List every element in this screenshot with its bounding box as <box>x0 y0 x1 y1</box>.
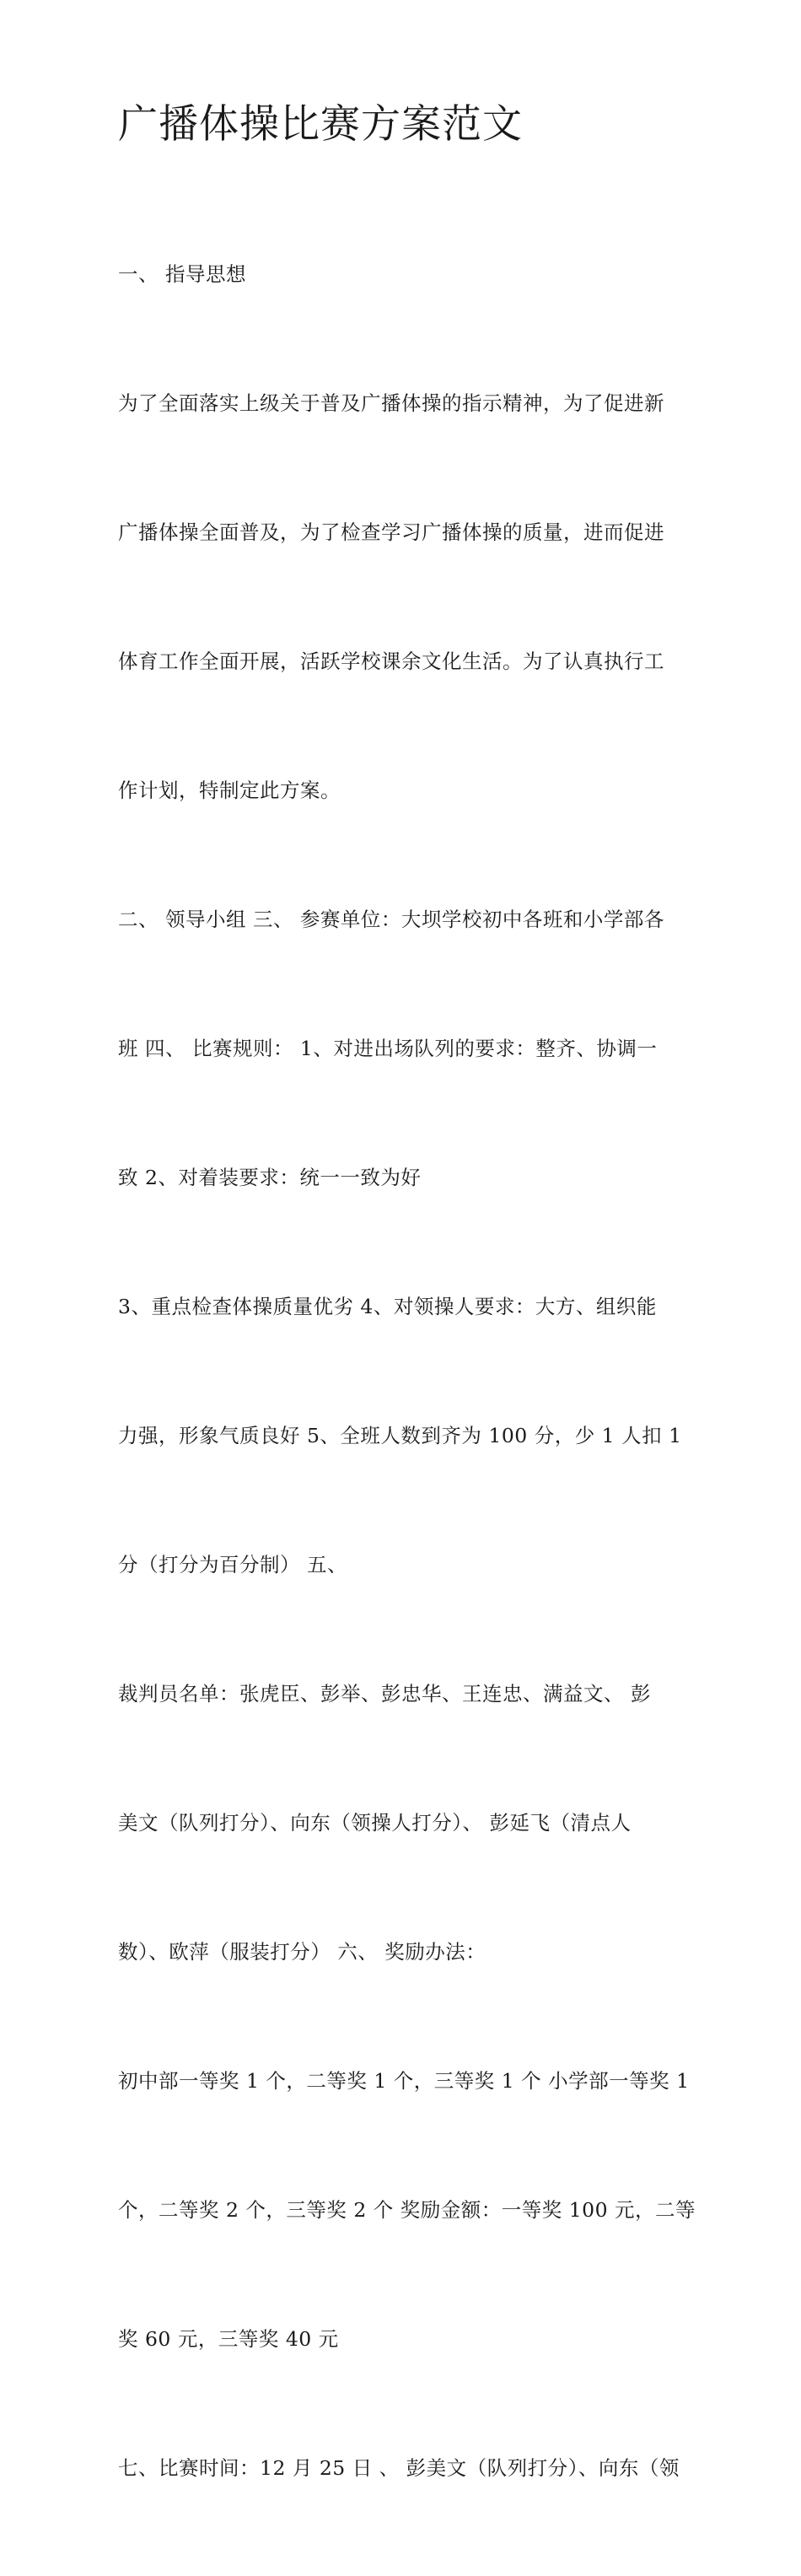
body-line: 奖 60 元，三等奖 40 元 <box>118 2327 339 2351</box>
body-line: 美文（队列打分）、向东（领操人打分）、 彭延飞（清点人 <box>118 1811 632 1835</box>
document-title: 广播体操比赛方案范文 <box>118 101 523 148</box>
heading-guiding-thought: 一、 指导思想 <box>118 262 246 286</box>
body-line: 广播体操全面普及，为了检查学习广播体操的质量，进而促进 <box>118 520 664 544</box>
body-line: 初中部一等奖 1 个，二等奖 1 个，三等奖 1 个 小学部一等奖 1 <box>118 2069 690 2093</box>
body-line: 二、 领导小组 三、 参赛单位：大坝学校初中各班和小学部各 <box>118 908 664 931</box>
body-line: 作计划，特制定此方案。 <box>118 779 341 802</box>
body-line: 数）、欧萍（服装打分） 六、 奖励办法： <box>118 1940 487 1964</box>
body-line: 个，二等奖 2 个，三等奖 2 个 奖励金额：一等奖 100 元，二等 <box>118 2198 696 2222</box>
body-line: 体育工作全面开展，活跃学校课余文化生活。为了认真执行工 <box>118 649 664 673</box>
body-line: 裁判员名单：张虎臣、彭举、彭忠华、王连忠、满益文、 彭 <box>118 1682 651 1706</box>
body-line: 致 2、对着装要求：统一一致为好 <box>118 1166 422 1189</box>
body-line: 为了全面落实上级关于普及广播体操的指示精神，为了促进新 <box>118 391 664 415</box>
body-line: 力强，形象气质良好 5、全班人数到齐为 100 分，少 1 人扣 1 <box>118 1424 682 1447</box>
body-line: 七、比赛时间：12 月 25 日 、 彭美文（队列打分）、向东（领 <box>118 2456 680 2480</box>
document-page <box>118 94 696 2576</box>
body-line: 班 四、 比赛规则： 1、对进出场队列的要求：整齐、协调一 <box>118 1037 658 1060</box>
document-body <box>118 167 696 2576</box>
body-line: 分（打分为百分制） 五、 <box>118 1553 347 1576</box>
body-line: 3、重点检查体操质量优劣 4、对领操人要求：大方、组织能 <box>118 1295 657 1318</box>
